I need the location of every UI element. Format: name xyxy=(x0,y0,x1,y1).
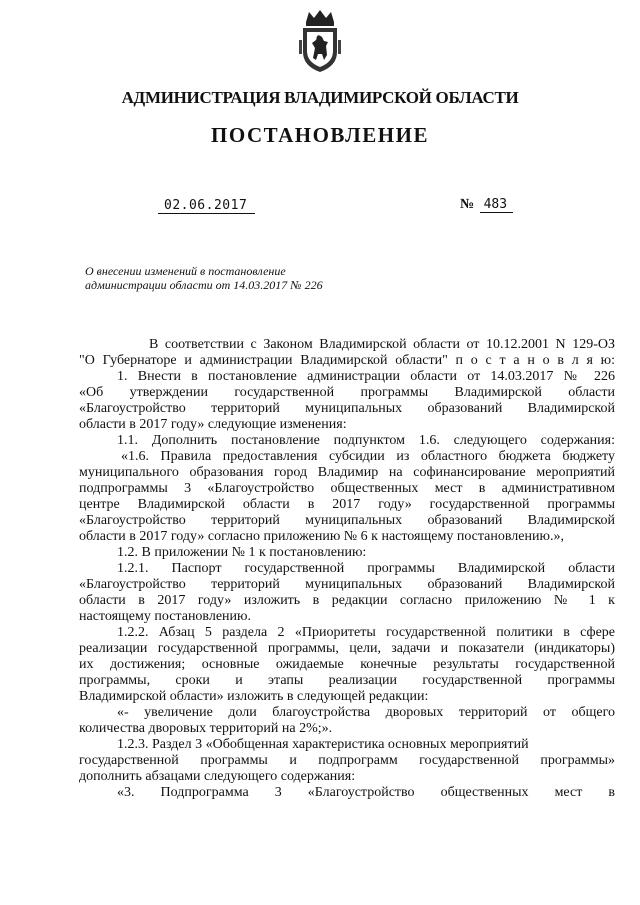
number-value: 483 xyxy=(480,197,513,213)
number-label: № xyxy=(460,197,475,212)
body-text-line: их достижения; основные ожидаемые конечные результаты государственной xyxy=(79,657,615,672)
body-text-line: 1.2.3. Раздел 3 «Обобщенная характеристика основных мероприятий xyxy=(117,737,529,752)
body-text-line: «Об утверждении государственной программы Владимирской области xyxy=(79,385,615,400)
body-text-line: области в 2017 году» согласно приложению № 6 к настоящему постановлению.», xyxy=(79,529,564,544)
body-text-line: 1. Внести в постановление администрации области от 14.03.2017 № 226 xyxy=(117,369,615,384)
body-text-line: В соответствии с Законом Владимирской области от 10.12.2001 N 129-ОЗ xyxy=(149,337,615,352)
document-date xyxy=(158,198,255,213)
subject-line: администрации области от 14.03.2017 № 226 xyxy=(85,278,323,292)
body-text-line: количества дворовых территорий на 2%;». xyxy=(79,721,333,736)
body-text-line: «1.6. Правила предоставления субсидии из областного бюджета бюджету xyxy=(121,449,615,464)
body-text-line: «Благоустройство территорий муниципальных образований Владимирской xyxy=(79,401,615,416)
body-text-line: «Благоустройство территорий муниципальных образований Владимирской xyxy=(79,577,615,592)
date-value: 02.06.2017 xyxy=(158,198,255,214)
body-text-line: 1.2.2. Абзац 5 раздела 2 «Приоритеты государственной политики в сфере xyxy=(117,625,615,640)
coat-of-arms-icon xyxy=(297,10,343,74)
body-text-line: настоящему постановлению. xyxy=(79,609,251,624)
body-text-line: области в 2017 году» изложить в редакции согласно приложению № 1 к xyxy=(79,593,615,608)
body-text-line: "О Губернаторе и администрации Владимирской области" п о с т а н о в л я ю: xyxy=(79,353,615,368)
document-body xyxy=(79,337,615,801)
body-text-line: Владимирской области» изложить в следующей редакции: xyxy=(79,689,429,704)
body-text-line: муниципального образования город Владимир на софинансирование мероприятий xyxy=(79,465,615,480)
body-text-line: «- увеличение доли благоустройства дворовых территорий от общего xyxy=(117,705,615,720)
body-text-line: реализации государственной программы, цели, задачи и показатели (индикаторы) xyxy=(79,641,615,656)
organization-name: АДМИНИСТРАЦИЯ ВЛАДИМИРСКОЙ ОБЛАСТИ xyxy=(121,88,519,107)
body-text-line: подпрограммы 3 «Благоустройство общественных мест в административном xyxy=(79,481,615,496)
document-type-title: ПОСТАНОВЛЕНИЕ xyxy=(211,123,429,147)
body-text-line: центре Владимирской области в 2017 году» государственной программы xyxy=(79,497,615,512)
body-text-line: 1.2. В приложении № 1 к постановлению: xyxy=(117,545,367,560)
body-text-line: «3. Подпрограмма 3 «Благоустройство общественных мест в xyxy=(117,785,615,800)
body-text-line: дополнить абзацами следующего содержания: xyxy=(79,769,356,784)
body-text-line: 1.1. Дополнить постановление подпунктом 1.6. следующего содержания: xyxy=(117,433,615,448)
body-text-line: области в 2017 году» следующие изменения: xyxy=(79,417,347,432)
body-text-line: программы, сроки и этапы реализации государственной программы xyxy=(79,673,615,688)
body-text-line: «Благоустройство территорий муниципальных образований Владимирской xyxy=(79,513,615,528)
body-text-line: 1.2.1. Паспорт государственной программы Владимирской области xyxy=(117,561,615,576)
document-subject xyxy=(85,264,323,292)
body-text-line: государственной программы и подпрограмм государственной программы» xyxy=(79,753,615,768)
document-number xyxy=(460,197,513,213)
subject-line: О внесении изменений в постановление xyxy=(85,264,286,278)
